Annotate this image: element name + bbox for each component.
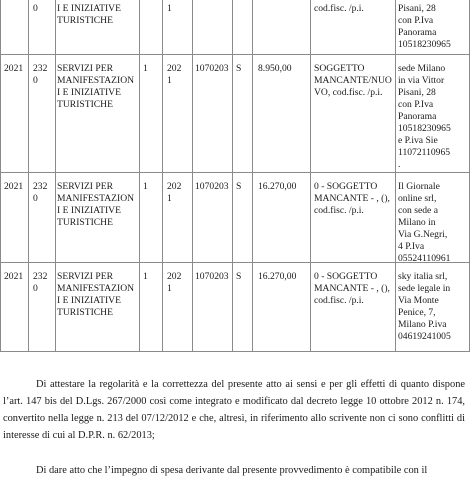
cell-col5: 1 — [167, 283, 172, 294]
cell-description: SERVIZI PER — [57, 271, 113, 282]
cell-code: 1070203 — [195, 271, 229, 282]
cell-col5: 1 — [167, 75, 172, 86]
table-column-line — [0, 0, 1, 352]
cell-creditor: cod.fisc. /p.i. — [314, 205, 364, 216]
cell-cap: 0 — [33, 75, 38, 86]
cell-cap: 232 — [33, 271, 48, 282]
cell-creditor: 0 - SOGGETTO — [314, 181, 378, 192]
cell-description: SERVIZI PER — [57, 181, 113, 192]
cell-creditor: cod.fisc. /p.i. — [314, 295, 364, 306]
cell-col5: 202 — [167, 181, 182, 192]
cell-creditor: cod.fisc. /p.i. — [314, 3, 364, 14]
cell-notes: con sede a — [398, 205, 438, 216]
cell-description: MANIFESTAZION — [57, 193, 135, 204]
cell-col5: 202 — [167, 271, 182, 282]
cell-notes: Panorama — [398, 27, 437, 38]
table-column-line — [395, 0, 396, 352]
cell-notes: Il Giornale — [398, 181, 440, 192]
cell-cap: 0 — [33, 283, 38, 294]
cell-creditor: 0 - SOGGETTO — [314, 271, 378, 282]
table-column-line — [252, 0, 253, 352]
cell-year: 2021 — [4, 271, 24, 282]
cell-year: 2021 — [4, 63, 24, 74]
cell-description: I E INIZIATIVE — [57, 3, 121, 14]
cell-type: S — [236, 271, 242, 282]
cell-description: I E INIZIATIVE — [57, 87, 121, 98]
cell-col4: 1 — [143, 63, 148, 74]
table-row-line — [0, 351, 470, 352]
cell-notes: 11072110965 — [398, 147, 451, 158]
cell-notes: sky italia srl, — [398, 271, 448, 282]
cell-col4: 1 — [143, 181, 148, 192]
cell-cap: 0 — [33, 193, 38, 204]
cell-notes: Milano P.iva — [398, 319, 447, 330]
cell-col5: 1 — [167, 193, 172, 204]
attestation-paragraph — [3, 376, 465, 444]
cell-col5: 1 — [167, 3, 172, 14]
cell-description: TURISTICHE — [57, 217, 113, 228]
cell-notes: e P.iva Sie — [398, 135, 438, 146]
cell-col4: 1 — [143, 271, 148, 282]
cell-code: 1070203 — [195, 63, 229, 74]
cell-description: TURISTICHE — [57, 15, 113, 26]
table-row-line — [0, 54, 470, 55]
cell-notes: 10518230965 — [398, 39, 451, 50]
table-row-line — [0, 172, 470, 173]
cell-notes: sede legale in — [398, 283, 451, 294]
cell-creditor: MANCANTE - , (), — [314, 193, 390, 204]
cell-year: 2021 — [4, 181, 24, 192]
table-column-line — [28, 0, 29, 352]
cell-notes: Penice, 7, — [398, 307, 436, 318]
cell-col5: 202 — [167, 63, 182, 74]
cell-creditor: VO, cod.fisc. /p.i. — [314, 87, 383, 98]
cell-type: S — [236, 63, 242, 74]
cell-notes: 04619241005 — [398, 331, 451, 342]
spending-paragraph — [3, 462, 465, 479]
table-column-line — [310, 0, 311, 352]
cell-creditor: SOGGETTO — [314, 63, 365, 74]
table-column-line — [192, 0, 193, 352]
cell-notes: 4 P.Iva — [398, 241, 425, 252]
cell-notes: con P.Iva — [398, 99, 434, 110]
cell-amount: 16.270,00 — [258, 181, 297, 192]
paragraph-text: Di dare atto che l’impegno di spesa derivante dal presente provvedimento è compatibile con il — [36, 465, 428, 476]
cell-description: I E INIZIATIVE — [57, 295, 121, 306]
cell-notes: Pisani, 28 — [398, 3, 436, 14]
cell-description: MANIFESTAZION — [57, 283, 135, 294]
cell-code: 1070203 — [195, 181, 229, 192]
cell-description: TURISTICHE — [57, 307, 113, 318]
cell-notes: online srl, — [398, 193, 437, 204]
cell-notes: sede Milano — [398, 63, 446, 74]
cell-description: SERVIZI PER — [57, 63, 113, 74]
cell-description: MANIFESTAZION — [57, 75, 135, 86]
cell-notes: 10518230965 — [398, 123, 451, 134]
table-column-line — [162, 0, 163, 352]
cell-description: I E INIZIATIVE — [57, 205, 121, 216]
cell-cap: 232 — [33, 181, 48, 192]
cell-type: S — [236, 181, 242, 192]
cell-notes: Via Monte — [398, 295, 439, 306]
cell-notes: 05524110961 — [398, 253, 451, 264]
table-column-line — [55, 0, 56, 352]
cell-notes: Via G.Negri, — [398, 229, 448, 240]
table-column-line — [139, 0, 140, 352]
paragraph-text: Di attestare la regolarità e la correttezza del presente atto ai sensi e per gli effetti di quanto dispone l’art. 147 bis del D.Lgs. 267/2000 così come integrato e modificato dal decreto legge 10 ottobre 2012 n. 174, convertito nella legge n. 213 del 07/12/2012 e che, altresì, in riferimento allo scrivente non ci sono conflitti di interesse di cui al D.P.R. n. 62/2013; — [3, 379, 465, 441]
cell-notes: in via Vittor — [398, 75, 445, 86]
cell-notes: Milano in — [398, 217, 436, 228]
cell-description: TURISTICHE — [57, 99, 113, 110]
cell-amount: 16.270,00 — [258, 271, 297, 282]
cell-creditor: MANCANTE - , (), — [314, 283, 390, 294]
cell-notes: . — [398, 159, 401, 170]
cell-creditor: MANCANTE/NUO — [314, 75, 392, 86]
cell-notes: Pisani, 28 — [398, 87, 436, 98]
table-column-line — [232, 0, 233, 352]
cell-cap: 0 — [33, 3, 38, 14]
cell-cap: 232 — [33, 63, 48, 74]
cell-notes: Panorama — [398, 111, 437, 122]
cell-amount: 8.950,00 — [258, 63, 292, 74]
cell-notes: con P.Iva — [398, 15, 434, 26]
